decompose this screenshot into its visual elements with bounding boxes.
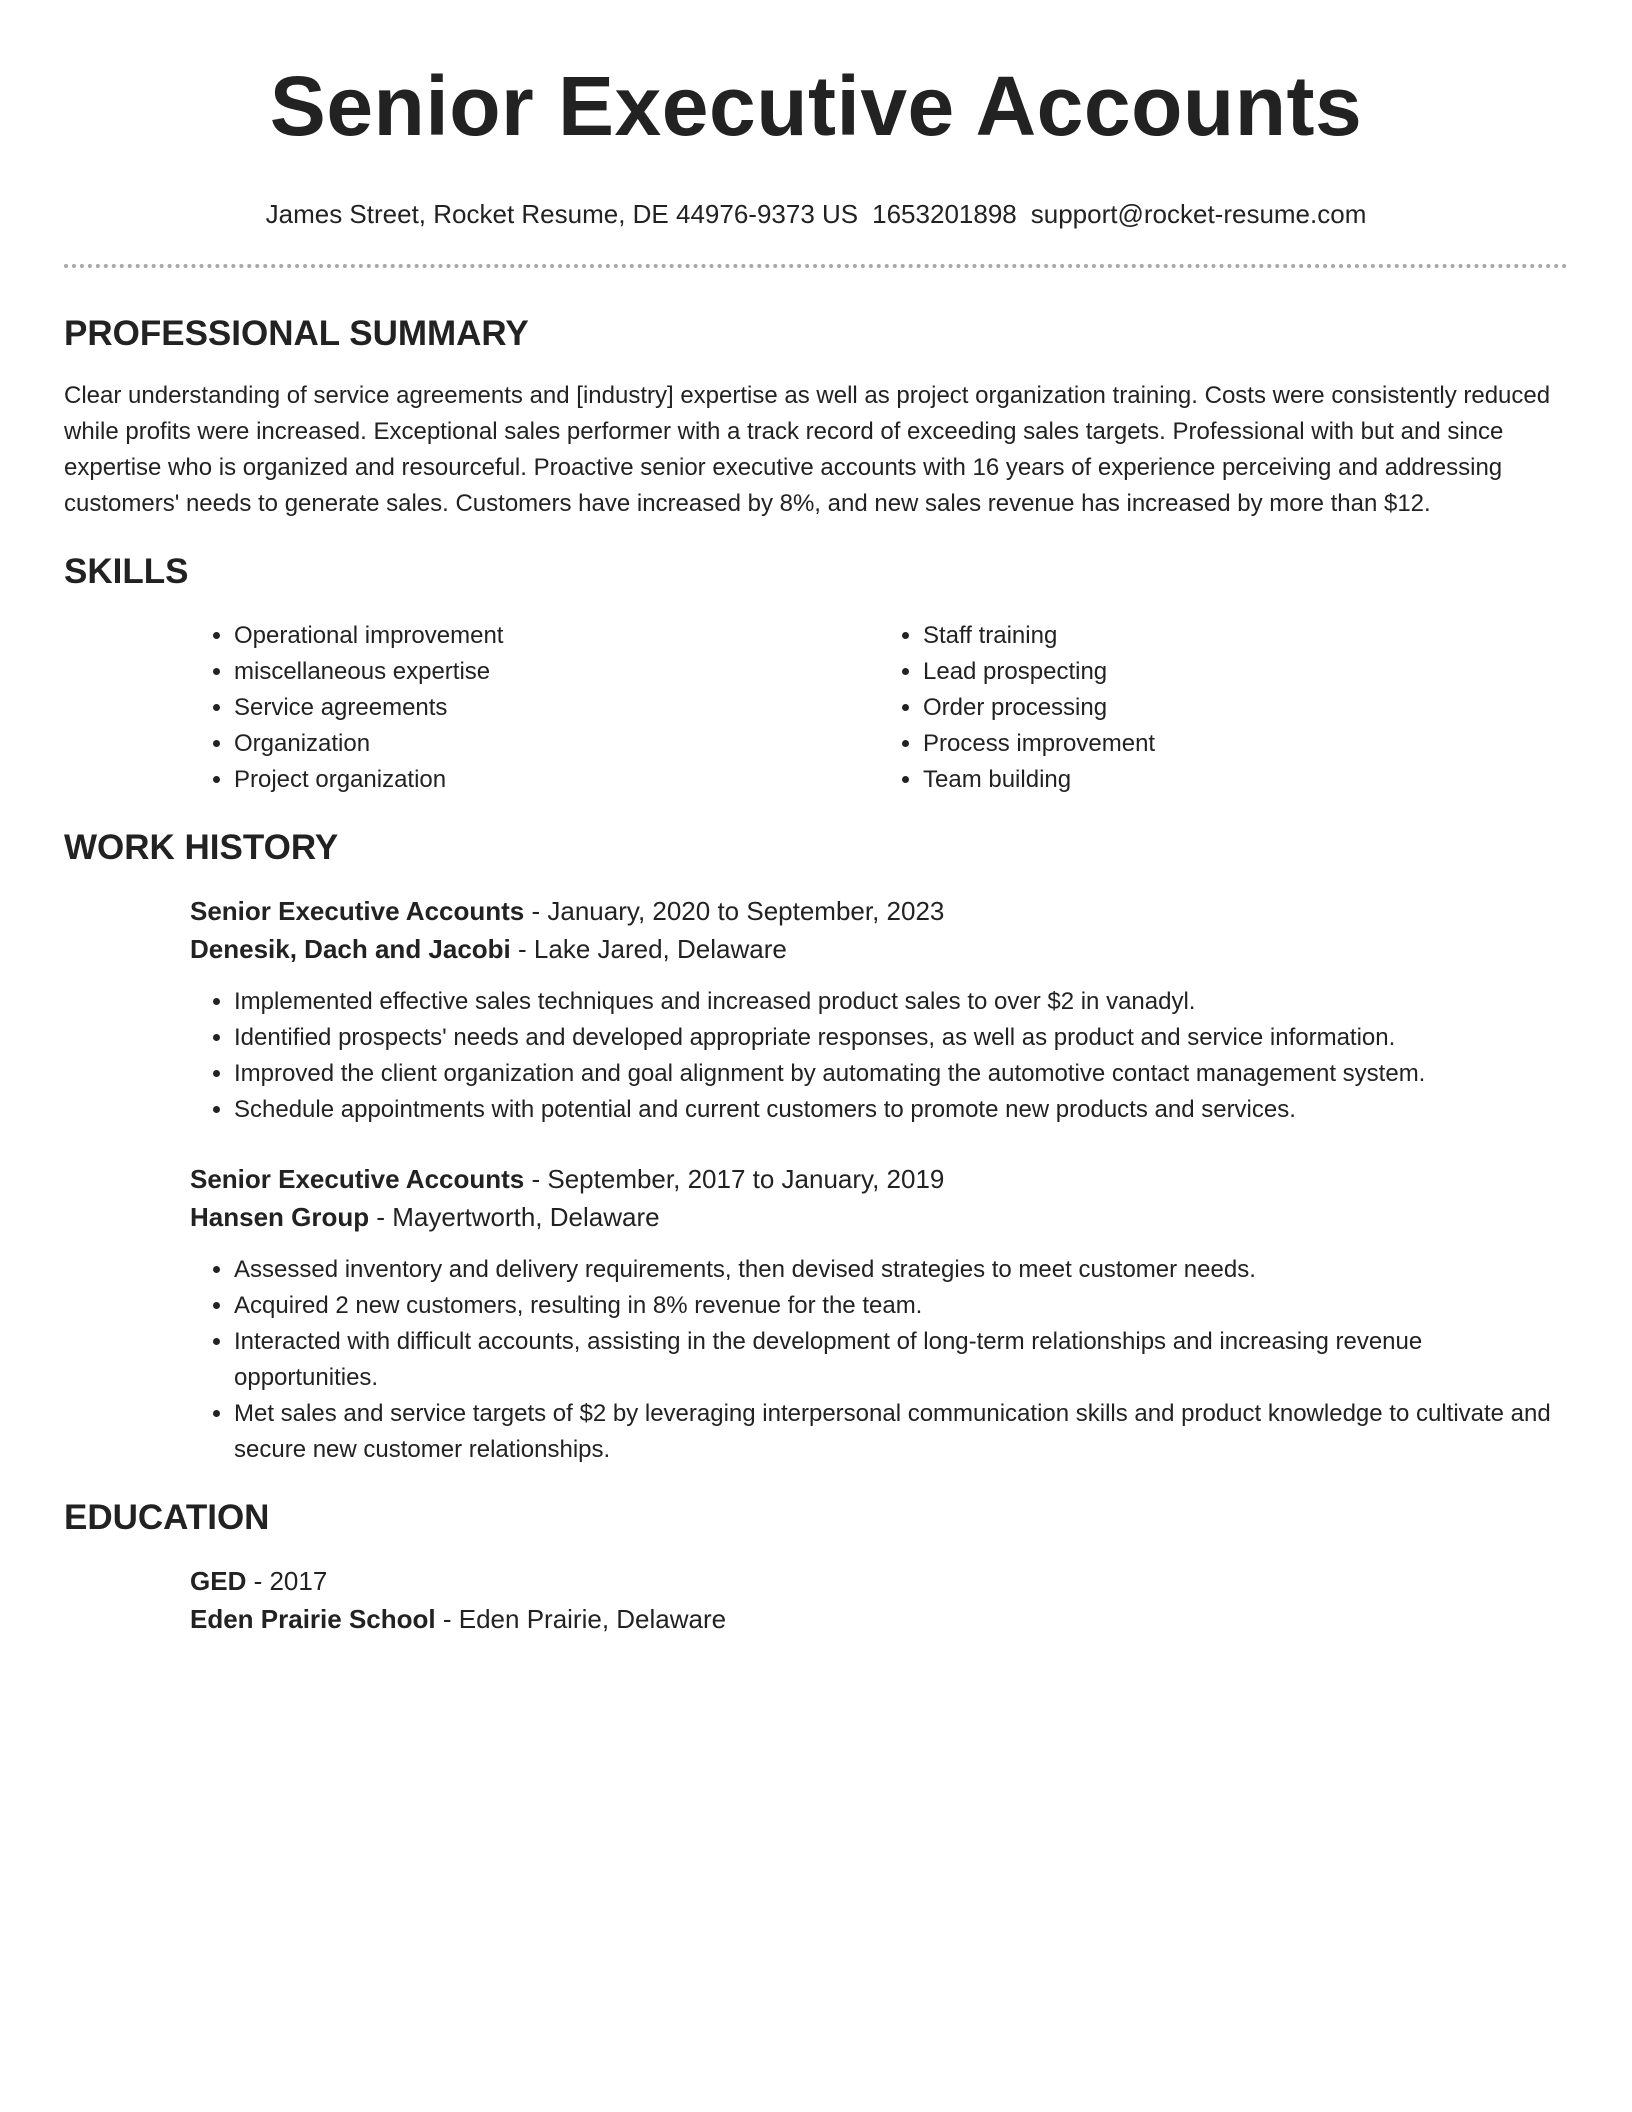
contact-phone: 1653201898 [872, 199, 1017, 229]
job-bullet: • Met sales and service targets of $2 by leveraging interpersonal communication skills and product knowledge to cultivate and secure new customer relationships. [234, 1396, 1568, 1468]
education-year: - 2017 [246, 1566, 328, 1596]
job-company: Denesik, Dach and Jacobi [190, 934, 511, 964]
resume-name: Senior Executive Accounts [269, 59, 1363, 153]
education-school: Eden Prairie School [190, 1604, 436, 1634]
job-bullet: • Schedule appointments with potential and current customers to promote new products and services. [234, 1092, 1568, 1128]
job-entry [190, 1160, 1568, 1468]
summary-text: Clear understanding of service agreements and [industry] expertise as well as project organization training. Costs were consistently reduced while profits were increased. Exceptional sales performer with a track record of exceeding sales targets. Professional with but and since expertise who is organized and resourceful. Proactive senior executive accounts with 16 years of experience perceiving and addressing customers' needs to generate sales. Customers have increased by 8%, and new sales revenue has increased by more than $12. [64, 382, 1551, 517]
job-company-line [190, 930, 1568, 968]
contact-address: James Street, Rocket Resume, DE 44976-9373 US [265, 199, 859, 229]
job-position: Senior Executive Accounts [190, 1164, 525, 1194]
job-bullets [190, 984, 1568, 1128]
contact-email: support@rocket-resume.com [1030, 199, 1367, 229]
resume-page [64, 0, 1568, 1638]
skill-item: • Team building [923, 762, 1568, 798]
skills-section [64, 550, 1568, 798]
job-position: Senior Executive Accounts [190, 896, 525, 926]
skill-item: • Staff training [923, 618, 1568, 654]
job-bullet: • Improved the client organization and goal alignment by automating the automotive contact management system. [234, 1056, 1568, 1092]
job-bullet: • Identified prospects' needs and developed appropriate responses, as well as product and service information. [234, 1020, 1568, 1056]
contact-line [64, 198, 1568, 230]
education-section [64, 1496, 1568, 1638]
summary-section [64, 312, 1568, 522]
job-bullet: • Interacted with difficult accounts, assisting in the development of long-term relationships and increasing revenue opportunities. [234, 1324, 1568, 1396]
skill-item: • Process improvement [923, 726, 1568, 762]
skill-item: • Operational improvement [234, 618, 879, 654]
skills-heading: SKILLS [64, 552, 189, 591]
job-title-line [190, 892, 1568, 930]
summary-heading: PROFESSIONAL SUMMARY [64, 314, 529, 353]
skills-column-left [190, 618, 879, 798]
job-location: - Mayertworth, Delaware [369, 1202, 660, 1232]
skill-item: • Organization [234, 726, 879, 762]
job-title-line [190, 1160, 1568, 1198]
skill-item: • Service agreements [234, 690, 879, 726]
skill-item: • Lead prospecting [923, 654, 1568, 690]
skill-item: • miscellaneous expertise [234, 654, 879, 690]
job-bullet: • Assessed inventory and delivery requirements, then devised strategies to meet customer needs. [234, 1252, 1568, 1288]
work-section [64, 826, 1568, 1468]
header-divider [64, 264, 1568, 268]
skills-column-right [879, 618, 1568, 798]
job-location: - Lake Jared, Delaware [510, 934, 787, 964]
job-company-line [190, 1198, 1568, 1236]
skills-list [190, 618, 1568, 798]
skill-item: • Order processing [923, 690, 1568, 726]
education-location: - Eden Prairie, Delaware [435, 1604, 727, 1634]
job-company: Hansen Group [190, 1202, 370, 1232]
education-entry [190, 1562, 1568, 1638]
job-bullets [190, 1252, 1568, 1468]
work-heading: WORK HISTORY [64, 828, 339, 867]
education-heading: EDUCATION [64, 1498, 270, 1537]
education-school-line [190, 1600, 1568, 1638]
job-dates: - September, 2017 to January, 2019 [524, 1164, 945, 1194]
job-entry [190, 892, 1568, 1128]
job-dates: - January, 2020 to September, 2023 [524, 896, 945, 926]
education-degree-line [190, 1562, 1568, 1600]
education-degree: GED [190, 1566, 247, 1596]
skill-item: • Project organization [234, 762, 879, 798]
job-bullet: • Implemented effective sales techniques and increased product sales to over $2 in vanadyl. [234, 984, 1568, 1020]
job-bullet: • Acquired 2 new customers, resulting in 8% revenue for the team. [234, 1288, 1568, 1324]
